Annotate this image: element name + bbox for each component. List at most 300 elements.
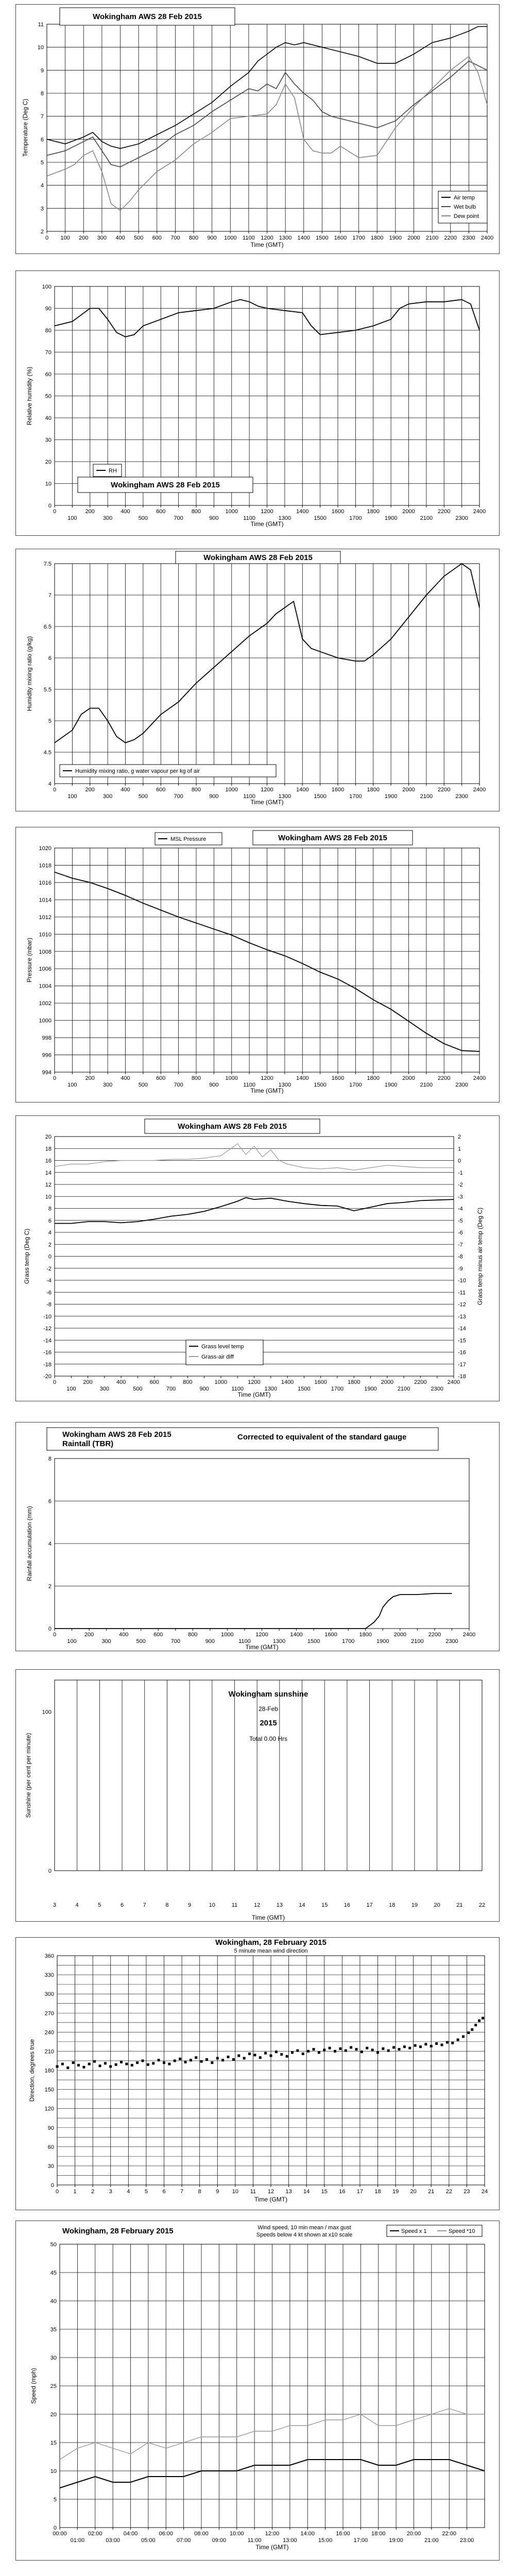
scatter-point (474, 2024, 477, 2026)
legend-label: Grass-air diff (201, 1354, 234, 1360)
scatter-point (82, 2066, 85, 2069)
x-tick-label: 20 (434, 1902, 440, 1908)
x-axis-label: Time (GMT) (254, 2196, 288, 2203)
x-tick-label: 1600 (334, 235, 347, 241)
scatter-point (190, 2059, 192, 2061)
y-tick-label: 2 (48, 1242, 52, 1248)
x-tick-label: 18 (389, 1902, 396, 1908)
scatter-point (414, 2044, 417, 2047)
y-tick-label: 998 (42, 1035, 52, 1042)
x-tick-label: 1700 (349, 515, 362, 521)
x-tick-label: 1800 (359, 1632, 372, 1638)
y-tick-label: 30 (45, 437, 52, 444)
x-tick-label: 1000 (225, 509, 238, 515)
y-tick-label: 20 (50, 2412, 57, 2418)
y-tick-label: 150 (44, 2087, 54, 2093)
x-tick-label: 2400 (473, 1075, 486, 1081)
x-tick-label: 400 (116, 1379, 126, 1385)
x-tick-label: 1900 (389, 235, 402, 241)
x-tick-label: 13 (285, 2189, 292, 2195)
y-axis-label: Speed (mph) (30, 2368, 37, 2404)
x-tick-label: 2000 (402, 787, 415, 793)
legend-label: Wet bulb (454, 204, 476, 210)
y-right-tick-label: -16 (458, 1349, 466, 1356)
scatter-point (104, 2062, 107, 2064)
x-tick-label: 1200 (248, 1379, 261, 1385)
scatter-point (334, 2050, 336, 2053)
y-right-tick-label: -5 (458, 1217, 463, 1224)
y-right-tick-label: -18 (458, 1374, 466, 1380)
x-tick-label: 09:00 (212, 2537, 227, 2544)
x-tick-label: 1100 (243, 515, 255, 521)
wind-speed-chart (16, 2221, 500, 2561)
x-tick-label: 22:00 (442, 2531, 457, 2537)
x-tick-label: 1100 (243, 235, 255, 241)
y-tick-label: 60 (47, 2144, 54, 2150)
x-tick-label: 2300 (431, 1386, 443, 1392)
scatter-point (142, 2059, 144, 2062)
legend-label: MSL Pressure (170, 836, 207, 842)
x-tick-label: 1900 (376, 1638, 389, 1645)
scatter-point (253, 2054, 256, 2056)
x-tick-label: 1700 (352, 235, 365, 241)
x-tick-label: 200 (84, 1632, 94, 1638)
x-tick-label: 1600 (331, 1075, 345, 1081)
scatter-point (471, 2028, 473, 2031)
x-tick-label: 0 (55, 2189, 59, 2195)
x-tick-label: 1600 (314, 1379, 327, 1385)
x-tick-label: 03:00 (106, 2537, 120, 2544)
x-tick-label: 800 (188, 1632, 198, 1638)
y-tick-label: 60 (45, 371, 52, 378)
x-tick-label: 2200 (414, 1379, 427, 1385)
y-tick-label: 4 (48, 781, 52, 787)
rain-panel (15, 1422, 500, 1651)
x-tick-label: 100 (67, 1082, 77, 1088)
x-tick-label: 2100 (420, 515, 433, 521)
y-tick-label: -12 (43, 1326, 52, 1332)
x-tick-label: 1200 (261, 787, 273, 793)
scatter-point (275, 2050, 278, 2053)
x-tick-label: 2000 (381, 1379, 394, 1385)
x-tick-label: 1300 (279, 235, 292, 241)
x-tick-label: 00:00 (53, 2531, 67, 2537)
y-tick-label: 1008 (39, 948, 52, 955)
y-tick-label: 100 (42, 1709, 52, 1716)
y-tick-label: 4.5 (43, 750, 52, 756)
y-tick-label: 90 (47, 2125, 54, 2131)
y-tick-label: -2 (46, 1265, 52, 1272)
x-tick-label: 500 (138, 515, 148, 521)
x-tick-label: 14 (303, 2189, 310, 2195)
legend-label: RH (109, 468, 117, 474)
grass-panel (15, 1115, 500, 1401)
x-tick-label: 900 (209, 1082, 219, 1088)
x-tick-label: 400 (115, 235, 125, 241)
x-tick-label: 800 (183, 1379, 193, 1385)
x-tick-label: 17 (366, 1902, 373, 1908)
y-tick-label: 0 (48, 503, 52, 509)
x-axis-label: Time (GMT) (250, 520, 284, 528)
x-tick-label: 1200 (261, 509, 273, 515)
y-tick-label: 18 (45, 1146, 52, 1153)
x-tick-label: 20 (410, 2189, 417, 2195)
y-right-tick-label: -3 (458, 1194, 463, 1200)
x-tick-label: 21 (456, 1902, 463, 1908)
x-tick-label: 600 (153, 1632, 163, 1638)
y-tick-label: 6.5 (43, 624, 52, 630)
scatter-point (99, 2064, 101, 2067)
x-tick-label: 0 (45, 235, 49, 241)
x-tick-label: 0 (53, 787, 57, 793)
scatter-point (136, 2061, 139, 2064)
y-tick-label: 40 (45, 415, 52, 421)
x-axis-label: Time (GMT) (250, 1087, 284, 1094)
x-tick-label: 1600 (331, 787, 345, 793)
x-tick-label: 02:00 (88, 2531, 102, 2537)
legend-label: Dew point (454, 213, 479, 219)
legend-label: Air temp (454, 195, 475, 201)
x-tick-label: 1300 (278, 793, 291, 800)
x-tick-label: 1000 (225, 787, 238, 793)
chart-subtitle: 5 minute mean wind direction (234, 1948, 308, 1954)
y-tick-label: 270 (44, 2010, 54, 2017)
scatter-point (355, 2048, 358, 2050)
y-right-tick-label: -4 (458, 1206, 463, 1212)
scatter-point (435, 2042, 438, 2045)
scatter-point (72, 2061, 75, 2064)
x-tick-label: 700 (174, 515, 183, 521)
x-tick-label: 1 (73, 2189, 77, 2195)
x-tick-label: 6 (120, 1902, 124, 1908)
x-tick-label: 9 (188, 1902, 192, 1908)
x-tick-label: 500 (138, 1082, 148, 1088)
x-axis-label: Time (GMT) (245, 1643, 279, 1651)
series-line-grass-air-diff (55, 1144, 454, 1170)
chart-year: 2015 (260, 1719, 277, 1727)
x-tick-label: 800 (188, 235, 199, 241)
y-right-tick-label: -11 (458, 1290, 466, 1296)
x-tick-label: 1500 (298, 1386, 311, 1392)
x-tick-label: 19 (411, 1902, 418, 1908)
x-tick-label: 2400 (447, 1379, 460, 1385)
y-tick-label: 0 (48, 1868, 52, 1874)
sunshine-panel (15, 1669, 500, 1922)
y-right-tick-label: -2 (458, 1182, 463, 1188)
sunshine-total: Total 0.00 Hrs (249, 1735, 288, 1742)
x-tick-label: 400 (118, 1632, 129, 1638)
x-tick-label: 300 (101, 1638, 111, 1645)
y-right-tick-label: 0 (458, 1158, 461, 1164)
legend-label: Humidity mixing ratio, g water vapour per kg of air (75, 768, 200, 774)
x-tick-label: 2000 (393, 1632, 407, 1638)
x-tick-label: 1500 (307, 1638, 320, 1645)
chart-subtitle: 28-Feb (258, 1705, 279, 1713)
scatter-point (419, 2045, 422, 2048)
x-tick-label: 19:00 (389, 2537, 403, 2544)
scatter-point (184, 2061, 187, 2063)
chart-title: Wokingham sunshine (228, 1690, 308, 1699)
x-tick-label: 900 (209, 515, 219, 521)
y-tick-label: 40 (50, 2298, 57, 2304)
chart-note: Corrected to equivalent of the standard gauge (237, 1433, 407, 1442)
y-tick-label: 30 (50, 2355, 57, 2361)
y-tick-label: 90 (45, 306, 52, 312)
scatter-point (227, 2056, 230, 2058)
scatter-point (313, 2048, 315, 2050)
x-tick-label: 10 (232, 2189, 238, 2195)
x-tick-label: 08:00 (194, 2531, 209, 2537)
legend-label: Speed *10 (449, 2228, 475, 2234)
y-tick-label: 70 (45, 349, 52, 356)
scatter-point (424, 2043, 427, 2045)
y-tick-label: 35 (50, 2327, 57, 2333)
scatter-point (93, 2060, 96, 2063)
scatter-point (307, 2050, 310, 2053)
x-tick-label: 2200 (438, 787, 451, 793)
scatter-point (286, 2055, 288, 2058)
x-tick-label: 4 (75, 1902, 79, 1908)
scatter-point (232, 2058, 235, 2061)
x-tick-label: 16 (339, 2189, 346, 2195)
x-tick-label: 500 (133, 1386, 143, 1392)
y-tick-label: 100 (42, 284, 52, 290)
y-tick-label: 14 (45, 1170, 52, 1176)
y-right-tick-label: -15 (458, 1337, 466, 1344)
y-axis-label: Humidity mixing ratio (g/kg) (26, 636, 33, 711)
x-tick-label: 0 (53, 1379, 57, 1385)
legend-label: Grass level temp (201, 1344, 244, 1350)
y-tick-label: 180 (44, 2067, 54, 2074)
y-tick-label: -20 (43, 1374, 52, 1380)
y-tick-label: 10 (37, 44, 44, 51)
x-tick-label: 1500 (314, 515, 327, 521)
x-tick-label: 200 (85, 787, 95, 793)
y-tick-label: -10 (43, 1313, 52, 1320)
scatter-point (168, 2063, 170, 2065)
x-tick-label: 1900 (384, 1082, 398, 1088)
y-tick-label: 7 (40, 113, 44, 120)
scatter-point (264, 2052, 267, 2055)
x-tick-label: 11 (250, 2189, 256, 2195)
scatter-point (482, 2017, 484, 2020)
scatter-point (467, 2031, 470, 2034)
y-tick-label: 5 (40, 160, 44, 166)
x-tick-label: 21:00 (424, 2537, 439, 2544)
x-tick-label: 16 (344, 1902, 351, 1908)
y-tick-label: 1018 (39, 862, 52, 869)
x-tick-label: 1000 (221, 1632, 234, 1638)
x-tick-label: 5 (98, 1902, 101, 1908)
scatter-point (339, 2047, 341, 2050)
x-tick-label: 500 (138, 793, 148, 800)
scatter-point (211, 2061, 213, 2064)
y-tick-label: -6 (46, 1290, 52, 1296)
x-tick-label: 1600 (331, 509, 345, 515)
x-tick-label: 1100 (243, 793, 255, 800)
y-tick-label: -4 (46, 1278, 52, 1284)
x-tick-label: 2200 (444, 235, 457, 241)
pressure-chart (16, 827, 500, 1103)
x-tick-label: 23:00 (459, 2537, 474, 2544)
x-tick-label: 1800 (367, 787, 380, 793)
x-tick-label: 2300 (445, 1638, 458, 1645)
chart-title: Wokingham, 28 February 2015 (215, 1938, 327, 1947)
x-tick-label: 13:00 (283, 2537, 297, 2544)
x-tick-label: 24 (481, 2189, 488, 2195)
x-tick-label: 200 (85, 509, 95, 515)
x-tick-label: 12 (267, 2189, 274, 2195)
x-tick-label: 20:00 (406, 2531, 421, 2537)
y-axis-label: Temperature (Deg C) (22, 98, 29, 157)
x-tick-label: 1800 (371, 235, 384, 241)
y-tick-label: 1016 (39, 879, 52, 886)
x-tick-label: 1400 (297, 235, 310, 241)
chart-subtitle: Raintall (TBR) (62, 1439, 114, 1448)
x-tick-label: 2100 (411, 1638, 424, 1645)
x-tick-label: 300 (102, 1082, 113, 1088)
x-tick-label: 2100 (420, 1082, 433, 1088)
scatter-point (221, 2059, 224, 2061)
x-tick-label: 3 (53, 1902, 57, 1908)
x-tick-label: 1300 (278, 1082, 291, 1088)
x-tick-label: 2000 (402, 1075, 415, 1081)
x-tick-label: 700 (170, 235, 180, 241)
y-tick-label: 5 (53, 2497, 57, 2503)
x-tick-label: 1100 (243, 1082, 255, 1088)
x-tick-label: 7 (143, 1902, 146, 1908)
x-tick-label: 19 (392, 2189, 399, 2195)
scatter-point (323, 2048, 325, 2051)
y-tick-label: 20 (45, 1134, 52, 1140)
y-right-tick-label: -7 (458, 1242, 463, 1248)
scatter-point (56, 2065, 59, 2068)
x-axis-label: Time (GMT) (250, 241, 284, 248)
x-tick-label: 2 (91, 2189, 95, 2195)
y-tick-label: 30 (47, 2163, 54, 2170)
x-tick-label: 600 (149, 1379, 159, 1385)
y-right-tick-label: -14 (458, 1326, 466, 1332)
x-tick-label: 05:00 (141, 2537, 156, 2544)
y-tick-label: 8 (48, 1456, 52, 1462)
y-tick-label: 0 (48, 1253, 52, 1260)
x-tick-label: 2400 (462, 1632, 476, 1638)
x-tick-label: 500 (136, 1638, 146, 1645)
x-tick-label: 8 (165, 1902, 169, 1908)
scatter-point (366, 2047, 368, 2049)
y-tick-label: 7 (48, 592, 52, 599)
chart-subtitle-2: Speeds below 4 kt shown at x10 scale (256, 2232, 353, 2238)
y-tick-label: 10 (45, 481, 52, 487)
x-tick-label: 9 (216, 2189, 219, 2195)
scatter-point (403, 2045, 406, 2048)
y-tick-label: 25 (50, 2383, 57, 2389)
y-right-tick-label: -13 (458, 1313, 466, 1320)
y-tick-label: 20 (45, 459, 52, 465)
x-tick-label: 16:00 (336, 2531, 350, 2537)
scatter-point (451, 2042, 454, 2044)
x-tick-label: 1300 (278, 515, 291, 521)
x-tick-label: 200 (85, 1075, 95, 1081)
x-tick-label: 400 (121, 787, 130, 793)
scatter-point (382, 2047, 384, 2050)
x-tick-label: 6 (162, 2189, 166, 2195)
chart-title: Wokingham AWS 28 Feb 2015 (62, 1430, 171, 1439)
y-tick-label: 5.5 (43, 687, 52, 693)
x-tick-label: 100 (66, 1386, 76, 1392)
y-tick-label: 16 (45, 1158, 52, 1164)
y-tick-label: 8 (48, 1206, 52, 1212)
scatter-point (152, 2062, 154, 2064)
x-tick-label: 1100 (238, 1638, 251, 1645)
y-tick-label: 7.5 (43, 561, 52, 567)
x-tick-label: 1500 (316, 235, 329, 241)
scatter-point (345, 2049, 347, 2052)
y-tick-label: 0 (48, 1626, 52, 1632)
x-tick-label: 300 (102, 793, 113, 800)
x-tick-label: 1500 (314, 1082, 327, 1088)
x-tick-label: 04:00 (123, 2531, 138, 2537)
x-tick-label: 15 (321, 1902, 328, 1908)
y-tick-label: 10 (50, 2468, 57, 2475)
y-tick-label: 120 (44, 2106, 54, 2112)
x-tick-label: 1200 (255, 1632, 268, 1638)
y-right-tick-label: -10 (458, 1278, 466, 1284)
x-tick-label: 900 (199, 1386, 209, 1392)
x-tick-label: 800 (191, 787, 201, 793)
scatter-point (296, 2049, 299, 2052)
scatter-point (125, 2063, 128, 2065)
y-tick-label: 45 (50, 2270, 57, 2276)
x-tick-label: 600 (156, 787, 166, 793)
y-tick-label: 6 (48, 1498, 52, 1505)
y-tick-label: 210 (44, 2048, 54, 2055)
x-tick-label: 800 (191, 1075, 201, 1081)
x-tick-label: 18:00 (371, 2531, 386, 2537)
x-tick-label: 2000 (407, 235, 420, 241)
x-tick-label: 600 (152, 235, 162, 241)
x-tick-label: 100 (60, 235, 70, 241)
scatter-point (174, 2059, 176, 2062)
wind-speed-panel (15, 2221, 500, 2561)
x-tick-label: 1900 (384, 515, 398, 521)
x-tick-label: 0 (53, 509, 57, 515)
chart-title: Wokingham AWS 28 Feb 2015 (178, 1122, 287, 1131)
x-tick-label: 0 (53, 1075, 57, 1081)
x-tick-label: 14 (299, 1902, 305, 1908)
x-tick-label: 12:00 (265, 2531, 280, 2537)
x-tick-label: 2300 (455, 515, 468, 521)
x-tick-label: 1700 (341, 1638, 355, 1645)
y-right-tick-label: -6 (458, 1230, 463, 1236)
y-axis-label: Direction, degrees true (28, 2039, 36, 2102)
y-tick-label: 1010 (39, 931, 52, 938)
scatter-point (387, 2049, 390, 2052)
x-tick-label: 4 (127, 2189, 130, 2195)
x-tick-label: 200 (83, 1379, 93, 1385)
y-tick-label: 3 (40, 206, 44, 212)
x-tick-label: 100 (67, 1638, 77, 1645)
scatter-point (408, 2047, 411, 2049)
y-tick-label: 996 (42, 1052, 52, 1059)
scatter-point (109, 2065, 112, 2068)
scatter-point (243, 2057, 246, 2060)
x-tick-label: 06:00 (159, 2531, 174, 2537)
scatter-point (88, 2063, 91, 2065)
y-tick-label: 8 (40, 91, 44, 97)
x-tick-label: 07:00 (176, 2537, 191, 2544)
y-tick-label: 1014 (39, 897, 52, 904)
